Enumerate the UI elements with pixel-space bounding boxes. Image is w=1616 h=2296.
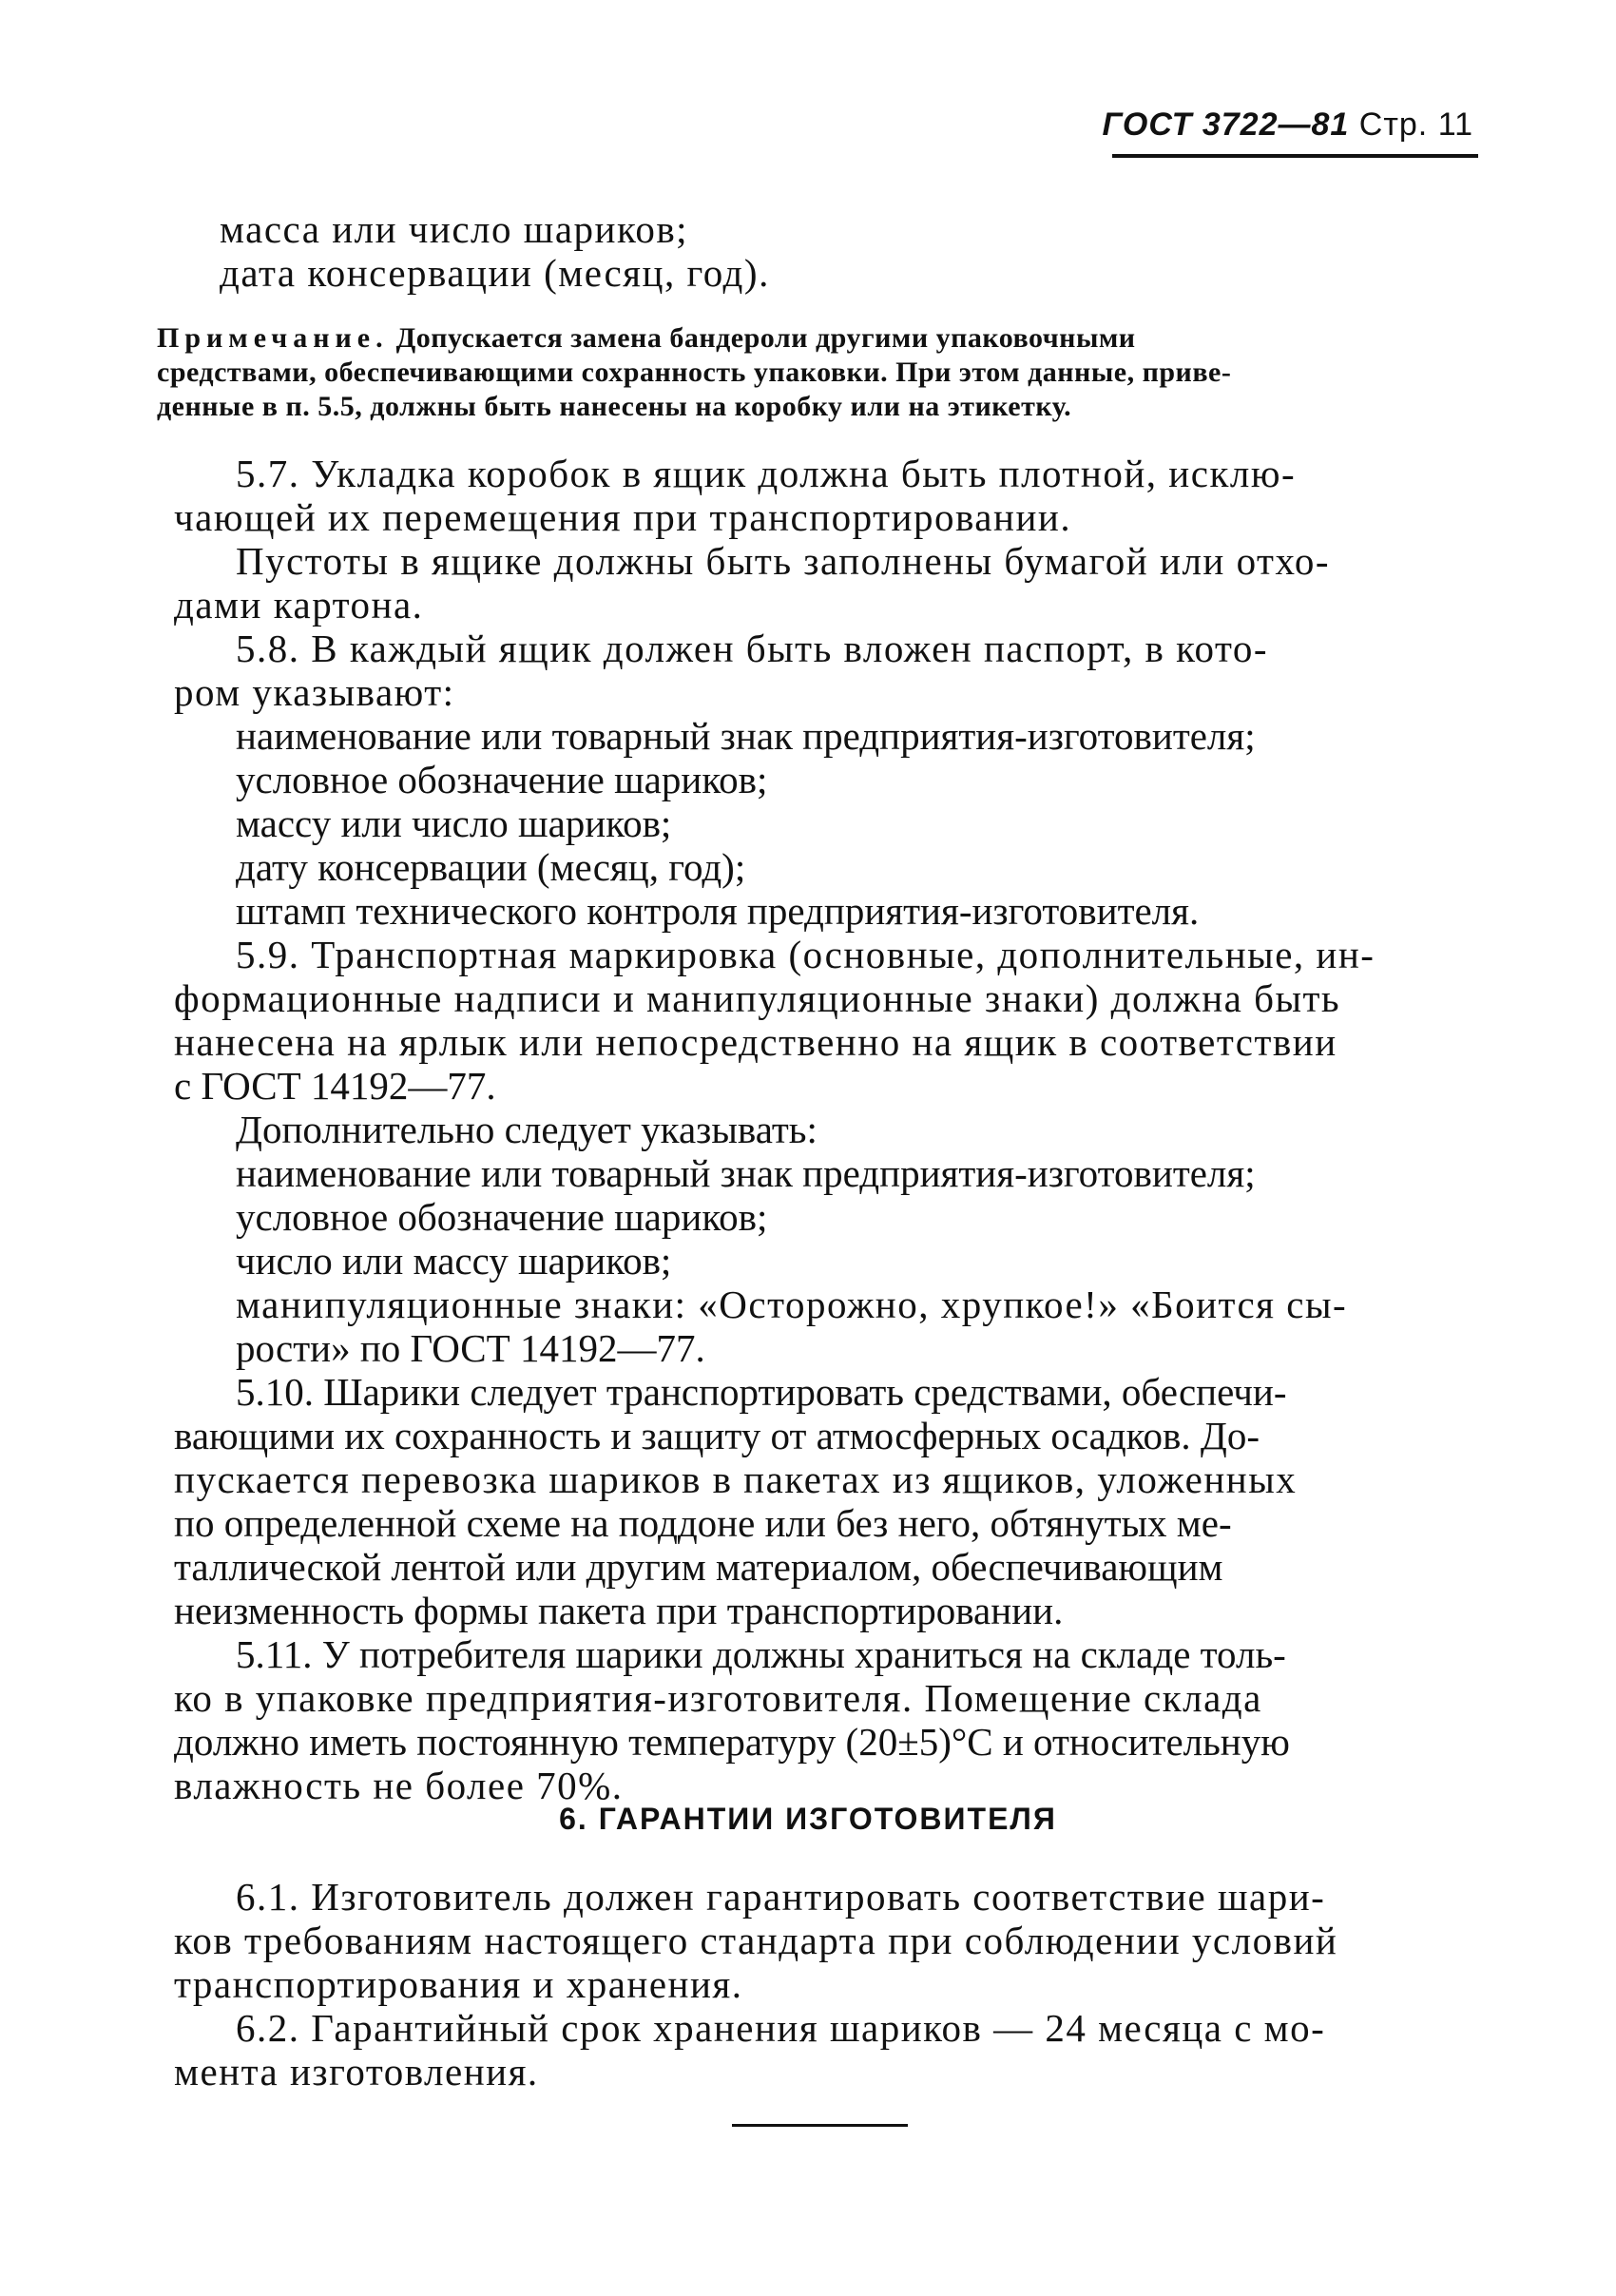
paragraph-line: 6.1. Изготовитель должен гарантировать соответствие шари- [236,1875,1326,1919]
section-heading: 6. ГАРАНТИИ ИЗГОТОВИТЕЛЯ [559,1802,1057,1836]
paragraph-line: 6.2. Гарантийный срок хранения шариков — 24 месяца с мо- [236,2006,1326,2050]
paragraph-line: ко в упаковке предприятия-изготовителя. Помещение склада [174,1676,1262,1720]
paragraph-line: чающей их перемещения при транспортировании. [174,495,1072,539]
paragraph-line: неизменность формы пакета при транспортировании. [174,1589,1064,1632]
paragraph-line: по определенной схеме на поддоне или без него, обтянутых ме- [174,1501,1232,1545]
paragraph-line: Пустоты в ящике должны быть заполнены бумагой или отхо- [236,539,1331,583]
list-item: дата консервации (месяц, год). [220,251,770,295]
paragraph-line: нанесена на ярлык или непосредственно на ящик в соответствии [174,1020,1337,1064]
paragraph-line: ков требованиям настоящего стандарта при соблюдении условий [174,1919,1338,1962]
list-item: наименование или товарный знак предприятия-изготовителя; [236,1151,1256,1195]
standard-number: ГОСТ 3722—81 [1102,106,1350,143]
paragraph-line: транспортирования и хранения. [174,1962,743,2006]
page-number: Стр. 11 [1358,106,1473,143]
paragraph-line: Дополнительно следует указывать: [236,1108,818,1151]
paragraph-line: 5.11. У потребителя шарики должны храниться на складе толь- [236,1632,1286,1676]
list-item: массу или число шариков; [236,801,672,845]
header-rule [1112,154,1478,158]
list-item: масса или число шариков; [220,207,689,251]
paragraph-line: с ГОСТ 14192—77. [174,1064,496,1108]
paragraph-line: вающими их сохранность и защиту от атмосферных осадков. До- [174,1414,1260,1457]
paragraph-line: пускается перевозка шариков в пакетах из ящиков, уложенных [174,1457,1298,1501]
note-line: денные в п. 5.5, должны быть нанесены на коробку или на этикетку. [157,391,1072,422]
note-line [157,321,1478,356]
page-header [1103,106,1473,144]
paragraph-line: 5.9. Транспортная маркировка (основные, дополнительные, ин- [236,933,1376,976]
paragraph-line: таллической лентой или другим материалом, обеспечивающим [174,1545,1223,1589]
note-block [157,321,1478,424]
paragraph-line: формационные надписи и манипуляционные знаки) должна быть [174,976,1341,1020]
section6-body [174,1875,1495,2093]
paragraph-line: влажность не более 70%. [174,1764,624,1807]
paragraph-line: должно иметь постоянную температуру (20±5)°С и относительную [174,1720,1290,1764]
list-item: штамп технического контроля предприятия-изготовителя. [236,889,1200,933]
list-item: число или массу шариков; [236,1239,672,1283]
list-item: манипуляционные знаки: «Осторожно, хрупкое!» «Боится сы- [236,1283,1348,1326]
top-list [174,207,1495,295]
list-item: рости» по ГОСТ 14192—77. [236,1326,705,1370]
paragraph-line: 5.7. Укладка коробок в ящик должна быть плотной, исклю- [236,452,1297,495]
list-item: условное обозначение шариков; [236,1195,768,1239]
paragraph-line: 5.10. Шарики следует транспортировать средствами, обеспечи- [236,1370,1287,1414]
paragraph-line: мента изготовления. [174,2050,539,2093]
body-text [174,452,1495,1807]
list-item: наименование или товарный знак предприятия-изготовителя; [236,714,1256,758]
list-item: условное обозначение шариков; [236,758,768,801]
note-line: средствами, обеспечивающими сохранность упаковки. При этом данные, приве- [157,357,1232,388]
note-text: Допускается замена бандероли другими упаковочными [388,322,1136,354]
paragraph-line: ром указывают: [174,670,455,714]
list-item: дату консервации (месяц, год); [236,845,746,889]
note-label: Примечание. [157,322,389,354]
end-rule [732,2124,908,2127]
paragraph-line: дами картона. [174,583,424,627]
paragraph-line: 5.8. В каждый ящик должен быть вложен паспорт, в кото- [236,627,1268,670]
